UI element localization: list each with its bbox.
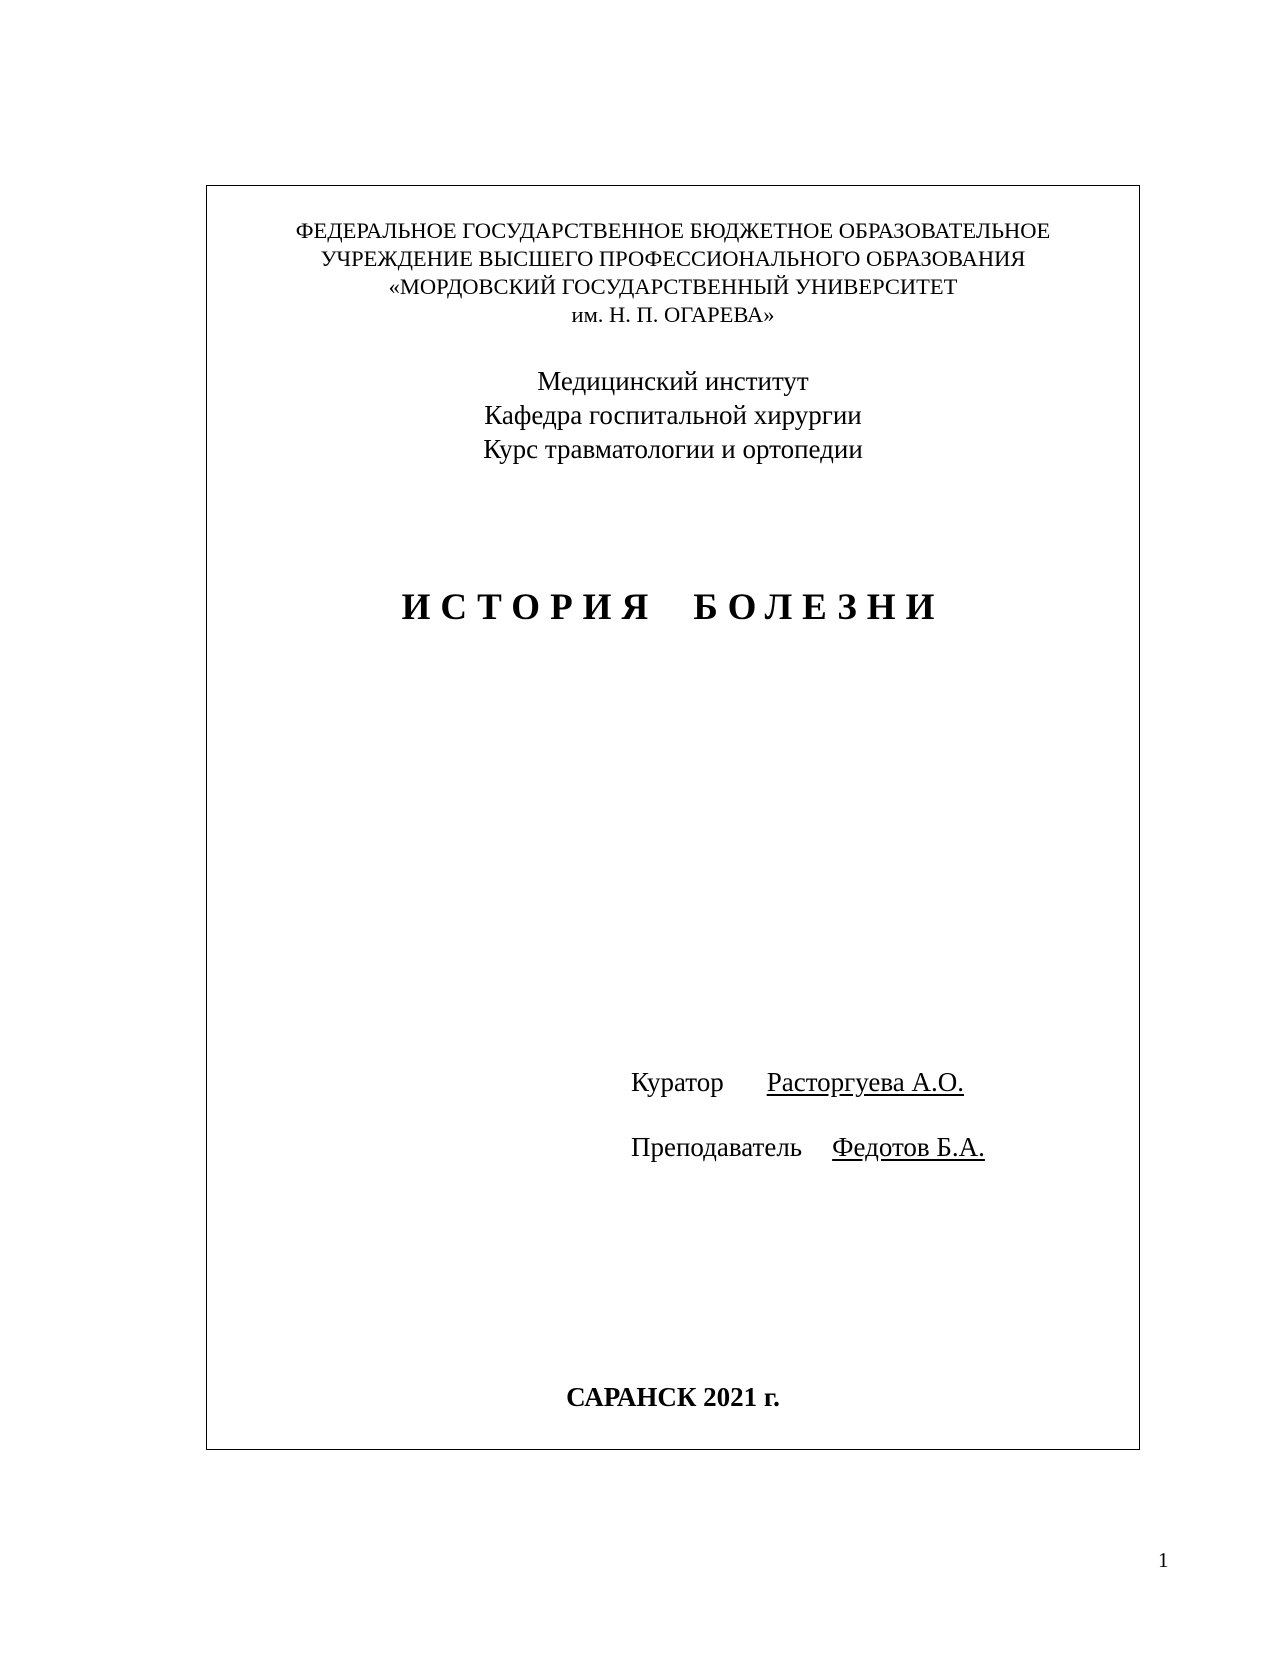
page-number: 1 <box>1158 1548 1169 1572</box>
city-year: САРАНСК 2021 г. <box>566 1382 780 1412</box>
document-title: ИСТОРИЯ БОЛЕЗНИ <box>401 587 945 628</box>
course-name: Курс травматологии и ортопедии <box>483 434 863 464</box>
header-line-4: им. Н. П. ОГАРЕВА» <box>571 302 775 327</box>
header-line-1: ФЕДЕРАЛЬНОЕ ГОСУДАРСТВЕННОЕ БЮДЖЕТНОЕ ОБРАЗОВАТЕЛЬНОЕ <box>295 218 1051 243</box>
header-line-3: «МОРДОВСКИЙ ГОСУДАРСТВЕННЫЙ УНИВЕРСИТЕТ <box>388 274 958 299</box>
chair-name: Кафедра госпитальной хирургии <box>484 400 862 430</box>
department-block <box>207 364 1139 466</box>
header-line-2: УЧРЕЖДЕНИЕ ВЫСШЕГО ПРОФЕССИОНАЛЬНОГО ОБРАЗОВАНИЯ <box>320 246 1026 271</box>
title-page-frame <box>206 185 1140 1450</box>
teacher-row <box>631 1130 985 1164</box>
curator-row <box>631 1065 964 1099</box>
curator-name: Расторгуева А.О. <box>766 1067 964 1097</box>
institute-name: Медицинский институт <box>537 366 809 396</box>
teacher-label: Преподаватель <box>631 1132 803 1162</box>
teacher-name: Федотов Б.А. <box>832 1132 985 1162</box>
university-header <box>207 217 1139 329</box>
curator-label: Куратор <box>631 1067 724 1097</box>
